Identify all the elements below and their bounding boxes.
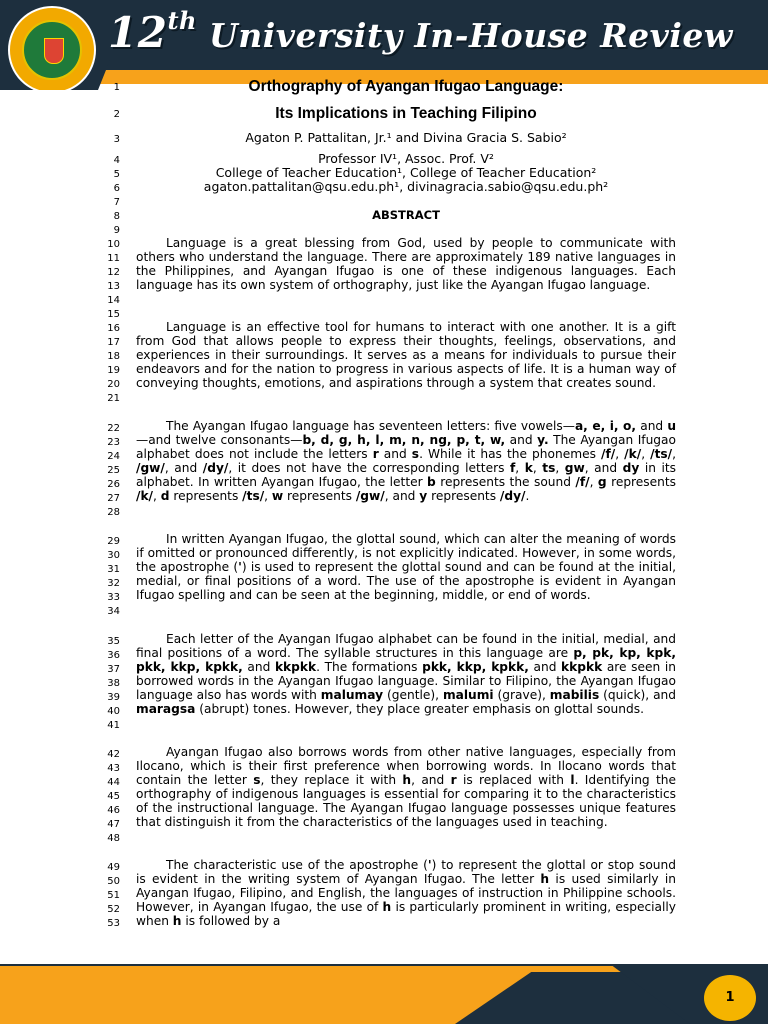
- text-run: and: [378, 447, 412, 462]
- abstract-paragraph-3: [136, 419, 676, 503]
- text-run: ,: [589, 475, 598, 490]
- bold-term: s: [411, 447, 420, 462]
- text-run: is particularly prominent in writing, especially when: [136, 900, 676, 929]
- abstract-paragraph-5: [136, 632, 676, 716]
- abstract-paragraph-6: [136, 745, 676, 829]
- authors: Agaton P. Pattalitan, Jr.¹ and Divina Gracia S. Sabio²: [245, 130, 567, 145]
- line-number: 27: [107, 493, 120, 504]
- header-title: [108, 6, 733, 57]
- text-run: —and twelve consonants—: [136, 433, 303, 448]
- line-number: 32: [107, 578, 120, 589]
- author-affiliation: College of Teacher Education¹, College of Teacher Education²: [215, 165, 597, 180]
- bold-term: /dy/: [499, 489, 526, 504]
- text-run: Language is a great blessing from God, used by people to communicate with others who understand the language. There are approximately 189 native languages in the Philippines, and Ayangan Ifugao is one of these indigenous languages. Each language has its own system of orthography, just like the Ayangan Ifugao language.: [136, 236, 676, 293]
- bold-term: /ts/: [242, 489, 265, 504]
- bold-term: ': [427, 858, 432, 872]
- university-seal-logo: [8, 6, 96, 90]
- line-number: 6: [113, 183, 120, 194]
- text-run: and: [242, 660, 275, 675]
- bold-term: /dy/: [202, 461, 229, 476]
- line-number: 41: [107, 720, 120, 731]
- seal-shield-icon: [44, 38, 64, 64]
- text-run: , it does not have the corresponding letters: [228, 461, 510, 476]
- line-number: 13: [107, 281, 120, 292]
- line-number: 44: [107, 777, 120, 788]
- text-run: is used similarly in Ayangan Ifugao, Filipino, and English, the languages of instruction in Philippine schools. However, in Ayangan Ifugao, the use of: [136, 872, 677, 915]
- text-run: . The formations: [316, 660, 423, 675]
- line-number: 46: [107, 805, 120, 816]
- bold-term: r: [372, 447, 379, 462]
- line-number: 48: [107, 833, 120, 844]
- bold-term: f: [509, 461, 516, 476]
- line-number: 4: [113, 155, 120, 166]
- line-number: 15: [107, 309, 120, 320]
- text-run: ,: [615, 447, 625, 462]
- text-run: Language is an effective tool for humans to interact with one another. It is a gift from God that allows people to express their thoughts, feelings, observations, and experiences in their surroundings. It serves as a means for individuals to pursue their endeavors and for the nation to progress in various aspects of life. It is a human way of conveying thoughts, emotions, and aspirations through a system that creates sound.: [136, 320, 676, 391]
- bold-term: y.: [537, 433, 549, 448]
- line-number: 10: [107, 239, 120, 250]
- paper-title-line-2: Its Implications in Teaching Filipino: [275, 105, 537, 122]
- line-number: 52: [107, 904, 120, 915]
- abstract-paragraph-2: [136, 320, 676, 390]
- bold-term: h: [540, 872, 550, 887]
- text-run: ,: [555, 461, 565, 476]
- abstract-heading: ABSTRACT: [372, 208, 440, 222]
- text-run: , and: [384, 489, 420, 504]
- bold-term: ': [238, 560, 242, 575]
- line-number: 19: [107, 365, 120, 376]
- bold-term: maragsa: [136, 702, 196, 717]
- text-run: are seen in borrowed words in the Ayangan Ifugao language. Similar to Filipino, the Ayangan Ifugao language also has words with: [136, 660, 676, 703]
- line-number: 35: [107, 636, 120, 647]
- text-run: , they replace it with: [260, 773, 403, 788]
- page-header: [0, 0, 768, 90]
- text-run: .: [525, 489, 530, 504]
- line-number: 33: [107, 592, 120, 603]
- line-number: 23: [107, 437, 120, 448]
- line-number: 50: [107, 876, 120, 887]
- text-run: represents: [427, 489, 500, 504]
- text-run: ,: [153, 489, 161, 504]
- line-number: 5: [113, 169, 120, 180]
- text-run: . While it has the phonemes: [419, 447, 601, 462]
- text-run: and: [505, 433, 538, 448]
- text-run: represents: [169, 489, 243, 504]
- line-number: 14: [107, 295, 120, 306]
- text-run: represents: [283, 489, 356, 504]
- text-run: (grave),: [493, 688, 550, 703]
- footer-orange-line: [0, 966, 700, 972]
- text-run: The Ayangan Ifugao language has seventeen letters: five vowels—: [166, 419, 575, 433]
- line-number: 17: [107, 337, 120, 348]
- text-run: represents: [606, 475, 676, 490]
- line-number: 26: [107, 479, 120, 490]
- bold-term: y: [419, 489, 428, 504]
- abstract-paragraph-1: [136, 236, 676, 292]
- text-run: , and: [584, 461, 623, 476]
- line-number: 51: [107, 890, 120, 901]
- footer-stripes: [0, 950, 768, 1024]
- line-number: 31: [107, 564, 120, 575]
- author-emails: agaton.pattalitan@qsu.edu.ph¹, divinagracia.sabio@qsu.edu.ph²: [203, 179, 609, 194]
- line-number: 7: [113, 197, 120, 208]
- bold-term: d: [160, 489, 170, 504]
- bold-term: r: [450, 773, 457, 788]
- line-number: 43: [107, 763, 120, 774]
- line-number: 47: [107, 819, 120, 830]
- text-run: is replaced with: [456, 773, 571, 788]
- text-run: Each letter of the Ayangan Ifugao alphabet can be found in the initial, medial, and final positions of a word. The syllable structures in this language are: [136, 632, 676, 661]
- text-run: ,: [532, 461, 543, 476]
- line-number: 38: [107, 678, 120, 689]
- line-number: 34: [107, 606, 120, 617]
- header-title-ordinal: th: [167, 6, 197, 35]
- line-number: 29: [107, 536, 120, 547]
- text-run: The Ayangan Ifugao alphabet does not include the letters: [136, 433, 676, 462]
- text-run: (gentle),: [383, 688, 443, 703]
- text-run: The characteristic use of the apostrophe (: [166, 858, 428, 872]
- text-run: ) to represent the glottal or stop sound is evident in the writing system of Ayangan Ifugao. The letter: [136, 858, 676, 887]
- bold-term: /k/: [624, 447, 642, 462]
- line-number: 20: [107, 379, 120, 390]
- line-number: 30: [107, 550, 120, 561]
- line-number: 21: [107, 393, 120, 404]
- line-number: 49: [107, 862, 120, 873]
- bold-term: /gw/: [136, 461, 165, 476]
- author-positions: Professor IV¹, Assoc. Prof. V²: [318, 151, 494, 166]
- header-title-text: University In-House Review: [197, 16, 733, 55]
- line-number: 39: [107, 692, 120, 703]
- header-title-number: 12: [108, 8, 168, 57]
- bold-term: b: [427, 475, 436, 490]
- footer-orange-band: [0, 966, 540, 1024]
- line-number: 11: [107, 253, 120, 264]
- line-number: 12: [107, 267, 120, 278]
- text-run: ) is used to represent the glottal sound and can be found at the initial, medial, or final positions of a word. The use of the apostrophe is evident in Ayangan Ifugao spelling and can be seen at the beginning, middle, or end of words.: [136, 560, 676, 603]
- bold-term: kkpkk: [274, 660, 317, 675]
- bold-term: h: [382, 900, 392, 915]
- bold-term: pkk, kkp, kpkk,: [422, 660, 529, 675]
- line-number: 40: [107, 706, 120, 717]
- line-number: 25: [107, 465, 120, 476]
- line-number: 16: [107, 323, 120, 334]
- text-run: (quick), and: [599, 688, 677, 703]
- text-run: represents the sound: [435, 475, 576, 490]
- line-number: 3: [113, 134, 120, 145]
- line-number: 36: [107, 650, 120, 661]
- bold-term: malumay: [320, 688, 384, 703]
- text-run: (abrupt) tones. However, they place greater emphasis on glottal sounds.: [195, 702, 644, 717]
- line-number: 28: [107, 507, 120, 518]
- paper-title-line-1: Orthography of Ayangan Ifugao Language:: [248, 78, 564, 95]
- line-number: 9: [113, 225, 120, 236]
- bold-term: mabilis: [549, 688, 600, 703]
- bold-term: /k/: [136, 489, 154, 504]
- bold-term: /gw/: [355, 489, 385, 504]
- line-number: 22: [107, 423, 120, 434]
- bold-term: s: [253, 773, 261, 788]
- abstract-paragraph-4: [136, 532, 676, 602]
- bold-term: h: [402, 773, 412, 788]
- bold-term: b, d, g, h, l, m, n, ng, p, t, w,: [302, 433, 506, 448]
- text-run: , and: [411, 773, 451, 788]
- bold-term: dy: [622, 461, 640, 476]
- bold-term: /ts/: [650, 447, 673, 462]
- text-run: ,: [515, 461, 525, 476]
- text-run: and: [528, 660, 562, 675]
- bold-term: kkpkk: [561, 660, 603, 675]
- page-footer: [0, 950, 768, 1024]
- bold-term: k: [524, 461, 533, 476]
- text-run: . Identifying the orthography of indigenous languages is essential for comparing it to the characteristics of the instructional language. The Ayangan Ifugao language possesses unique features that distinguish it from the characteristics of the languages used in teaching.: [136, 773, 677, 830]
- line-number: 53: [107, 918, 120, 929]
- text-run: , and: [164, 461, 203, 476]
- bold-term: /f/: [575, 475, 590, 490]
- line-number: 1: [113, 82, 120, 93]
- abstract-paragraph-7: [136, 858, 676, 928]
- text-run: and: [636, 419, 668, 433]
- text-run: ,: [641, 447, 651, 462]
- line-number: 24: [107, 451, 120, 462]
- line-number: 2: [113, 109, 120, 120]
- bold-term: /f/: [601, 447, 616, 462]
- bold-term: g: [597, 475, 607, 490]
- bold-term: p, pk, kp, kpk, pkk, kkp, kpkk,: [136, 646, 676, 675]
- bold-term: u: [667, 419, 677, 433]
- line-number: 8: [113, 211, 120, 222]
- bold-term: w: [271, 489, 284, 504]
- page-number-badge: 1: [704, 975, 756, 1021]
- seal-emblem: [22, 20, 82, 80]
- line-number: 37: [107, 664, 120, 675]
- bold-term: a, e, i, o,: [574, 419, 637, 433]
- line-number: 45: [107, 791, 120, 802]
- footer-white-gap: [0, 950, 768, 964]
- text-run: in its alphabet. In written Ayangan Ifugao, the letter: [136, 461, 677, 490]
- text-run: ,: [264, 489, 272, 504]
- text-run: Ayangan Ifugao also borrows words from other native languages, especially from Ilocano, which is their first preference when borrowing words. In Ilocano words that contain the letter: [136, 745, 676, 788]
- bold-term: malumi: [442, 688, 494, 703]
- bold-term: h: [172, 914, 182, 929]
- bold-term: ts: [542, 461, 556, 476]
- text-run: ,: [672, 447, 676, 462]
- bold-term: l: [570, 773, 575, 788]
- text-run: In written Ayangan Ifugao, the glottal sound, which can alter the meaning of words if omitted or pronounced differently, is not explicitly indicated. However, in some words, the apostrophe (: [136, 532, 676, 575]
- text-run: is followed by a: [181, 914, 281, 929]
- line-number: 18: [107, 351, 120, 362]
- bold-term: gw: [564, 461, 585, 476]
- line-number: 42: [107, 749, 120, 760]
